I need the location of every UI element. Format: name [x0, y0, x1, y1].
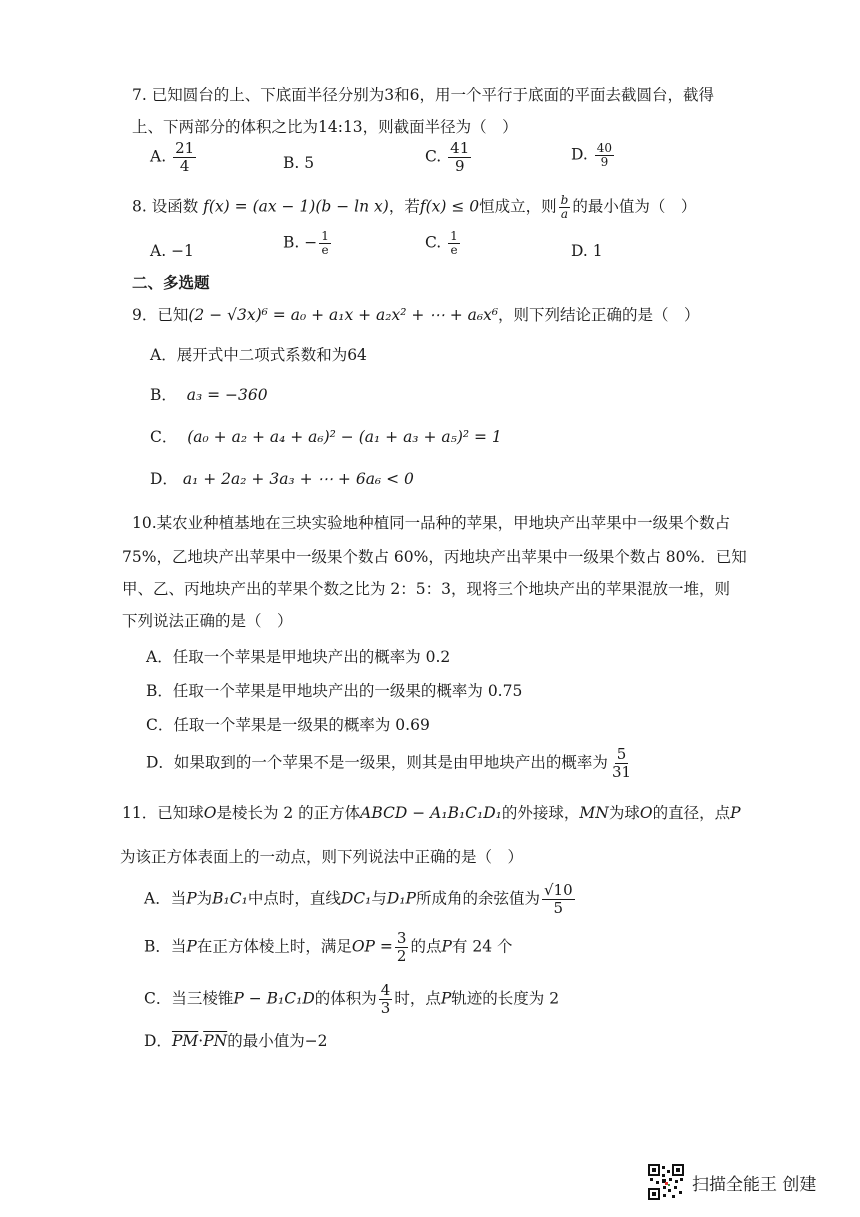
- q11-option-b: [144, 930, 512, 965]
- q11-stem-line1: [122, 802, 741, 824]
- frac-den: 5: [553, 899, 564, 917]
- q11-text: 是棱长为 2 的正方体: [216, 804, 361, 822]
- q9-option-c: [150, 426, 502, 448]
- option-label: D．: [150, 470, 178, 488]
- opt-text: 在正方体棱上时，满足: [196, 937, 352, 956]
- opt-text: 时，点: [394, 989, 441, 1008]
- opt-text: 有 24 个: [451, 937, 513, 956]
- q9-stem: [132, 304, 700, 326]
- fraction: [542, 882, 575, 917]
- q11-text: 的直径，点: [652, 804, 731, 822]
- q8-function: f(x) = (ax − 1)(b − ln x): [203, 197, 389, 216]
- option-text: D．如果取到的一个苹果不是一级果，则其是由甲地块产出的概率为: [146, 753, 608, 772]
- option-label: B.: [283, 233, 300, 252]
- opt-text: 中点时，直线: [247, 889, 341, 908]
- q10-option-d: [146, 746, 635, 781]
- option-label: A.: [150, 242, 167, 260]
- q11-sym-o: O: [639, 804, 653, 822]
- option-sign: −: [304, 233, 318, 252]
- q7-option-d: [571, 142, 616, 169]
- q11-option-a: [144, 882, 577, 917]
- fraction: [395, 930, 409, 965]
- q11-sym-mn: MN: [579, 804, 609, 822]
- opt-text: 为: [196, 889, 213, 908]
- frac-num: 3: [396, 929, 407, 947]
- q11-stem-line2: 为该正方体表面上的一动点，则下列说法中正确的是（ ）: [120, 848, 524, 866]
- q11-sym-p: P: [440, 989, 452, 1008]
- option-expression: (a₀ + a₂ + a₄ + a₆)² − (a₁ + a₃ + a₅)² = 1: [187, 428, 502, 446]
- q7-option-a: [150, 140, 198, 175]
- option-expression: a₁ + 2a₂ + 3a₃ + ⋯ + 6a₆ < 0: [182, 470, 414, 488]
- fraction: [173, 140, 196, 175]
- q11-solid: P − B₁C₁D: [233, 989, 315, 1008]
- section-title-multiple-choice: 二、多选题: [132, 274, 210, 292]
- q8-stem-mid: ，若: [388, 197, 420, 216]
- q8-option-a: [150, 240, 194, 262]
- frac-num: 4: [380, 981, 391, 999]
- frac-den: e: [450, 243, 458, 257]
- q11-cube: ABCD − A₁B₁C₁D₁: [360, 804, 502, 822]
- scanner-watermark: [648, 1162, 838, 1202]
- q11-sym-p: P: [441, 937, 452, 956]
- q9-option-a: A．展开式中二项式系数和为64: [150, 346, 367, 364]
- frac-den: a: [560, 207, 569, 221]
- q8-option-c: [425, 230, 462, 257]
- frac-den: 31: [611, 763, 632, 781]
- q7-stem-line2: 上、下两部分的体积之比为14:13，则截面半径为（ ）: [132, 118, 518, 136]
- frac-den: 3: [380, 999, 391, 1017]
- q8-stem: [132, 194, 696, 221]
- watermark-text: 扫描全能王 创建: [692, 1174, 817, 1195]
- q11-edge: B₁C₁: [212, 889, 248, 908]
- fraction: [448, 230, 460, 257]
- dot-operator: ·: [198, 1032, 204, 1050]
- frac-den: 9: [600, 155, 609, 169]
- option-label: C.: [425, 147, 442, 166]
- q10-stem-line3: 甲、乙、丙地块产出的苹果个数之比为 2：5：3，现将三个地块产出的苹果混放一堆，则: [122, 580, 731, 598]
- q11-option-d: [144, 1030, 328, 1052]
- q11-sym-o: O: [203, 804, 217, 822]
- q9-expression: (2 − √3x)⁶ = a₀ + a₁x + a₂x² + ⋯ + a₆x⁶: [188, 306, 499, 324]
- frac-num: 1: [450, 229, 458, 243]
- q9-option-d: [150, 468, 414, 490]
- q7-option-b: [283, 152, 314, 174]
- q11-option-c: [144, 982, 559, 1017]
- fraction: [610, 746, 633, 781]
- option-label: D．: [144, 1032, 172, 1050]
- q8-stem-post: 的最小值为（ ）: [572, 197, 697, 216]
- q7-stem-line1: 7. 已知圆台的上、下底面半径分别为3和6，用一个平行于底面的平面去截圆台，截得: [132, 86, 714, 104]
- q8-option-d: [571, 240, 603, 262]
- fraction: [379, 982, 393, 1017]
- option-label: B．: [150, 386, 177, 404]
- option-expression: a₃ = −360: [186, 386, 268, 404]
- q10-option-a: A．任取一个苹果是甲地块产出的概率为 0.2: [146, 648, 451, 666]
- q7-option-c: [425, 140, 473, 175]
- opt-text: 所成角的余弦值为: [415, 889, 540, 908]
- option-label: B.: [283, 154, 300, 172]
- frac-num: √10: [543, 881, 573, 899]
- frac-den: 4: [179, 157, 190, 175]
- q11-sym-p: P: [730, 804, 741, 822]
- frac-num: 41: [450, 139, 470, 157]
- q9-stem-pre: 9．已知: [132, 306, 189, 324]
- option-label: C.: [425, 233, 442, 252]
- option-label: C．: [150, 428, 178, 446]
- q11-op: OP =: [351, 937, 393, 956]
- opt-text: B．当: [144, 937, 187, 956]
- frac-num: 5: [616, 745, 627, 763]
- q10-stem-line4: 下列说法正确的是（ ）: [122, 612, 293, 630]
- frac-num: 40: [596, 141, 613, 155]
- vector-pm: $\overline{PM}$: [171, 1032, 199, 1050]
- q11-sym-p: P: [186, 937, 197, 956]
- opt-text: C．当三棱锥: [144, 989, 234, 1008]
- q9-option-b: [150, 384, 268, 406]
- q8-stem-pre: 8. 设函数: [132, 197, 199, 216]
- frac-num: 21: [175, 139, 195, 157]
- frac-den: e: [321, 243, 329, 257]
- q8-option-b: [283, 230, 333, 257]
- opt-text: 的点: [410, 937, 442, 956]
- option-label: A.: [150, 147, 167, 166]
- opt-text: 轨迹的长度为 2: [451, 989, 560, 1008]
- q11-text: 的外接球，: [501, 804, 580, 822]
- q8-stem-mid2: 恒成立，则: [479, 197, 557, 216]
- option-label: D.: [571, 145, 588, 164]
- fraction: [448, 140, 471, 175]
- q11-sym-p: P: [186, 889, 197, 908]
- fraction: [595, 142, 614, 169]
- fraction: [559, 194, 571, 221]
- option-value: −1: [171, 242, 194, 260]
- qr-code-icon: [648, 1164, 684, 1200]
- q10-option-b: B．任取一个苹果是甲地块产出的一级果的概率为 0.75: [146, 682, 523, 700]
- q10-stem-line1: 10.某农业种植基地在三块实验地种植同一品种的苹果，甲地块产出苹果中一级果个数占: [132, 514, 731, 532]
- option-label: D.: [571, 242, 588, 260]
- q9-stem-post: ，则下列结论正确的是（ ）: [498, 306, 700, 324]
- q11-text: 11．已知球: [122, 804, 204, 822]
- option-value: 1: [592, 242, 603, 260]
- q11-line-d1p: D₁P: [386, 889, 416, 908]
- q11-text: 为球: [608, 804, 640, 822]
- q8-condition: f(x) ≤ 0: [419, 197, 480, 216]
- opt-text: A．当: [144, 889, 187, 908]
- frac-num: 1: [321, 229, 329, 243]
- vector-pn: $\overline{PN}$: [203, 1032, 228, 1050]
- fraction: [319, 230, 331, 257]
- q10-stem-line2: 75%，乙地块产出苹果中一级果个数占 60%，丙地块产出苹果中一级果个数占 80%．已知: [122, 548, 747, 566]
- frac-num: b: [560, 193, 569, 207]
- opt-text: 的体积为: [314, 989, 377, 1008]
- opt-text: 与: [371, 889, 387, 908]
- opt-text: 的最小值为−2: [227, 1032, 328, 1050]
- q11-line-dc1: DC₁: [340, 889, 372, 908]
- q10-option-c: C．任取一个苹果是一级果的概率为 0.69: [146, 716, 430, 734]
- option-value: 5: [304, 154, 315, 172]
- frac-den: 2: [396, 947, 407, 965]
- frac-den: 9: [454, 157, 465, 175]
